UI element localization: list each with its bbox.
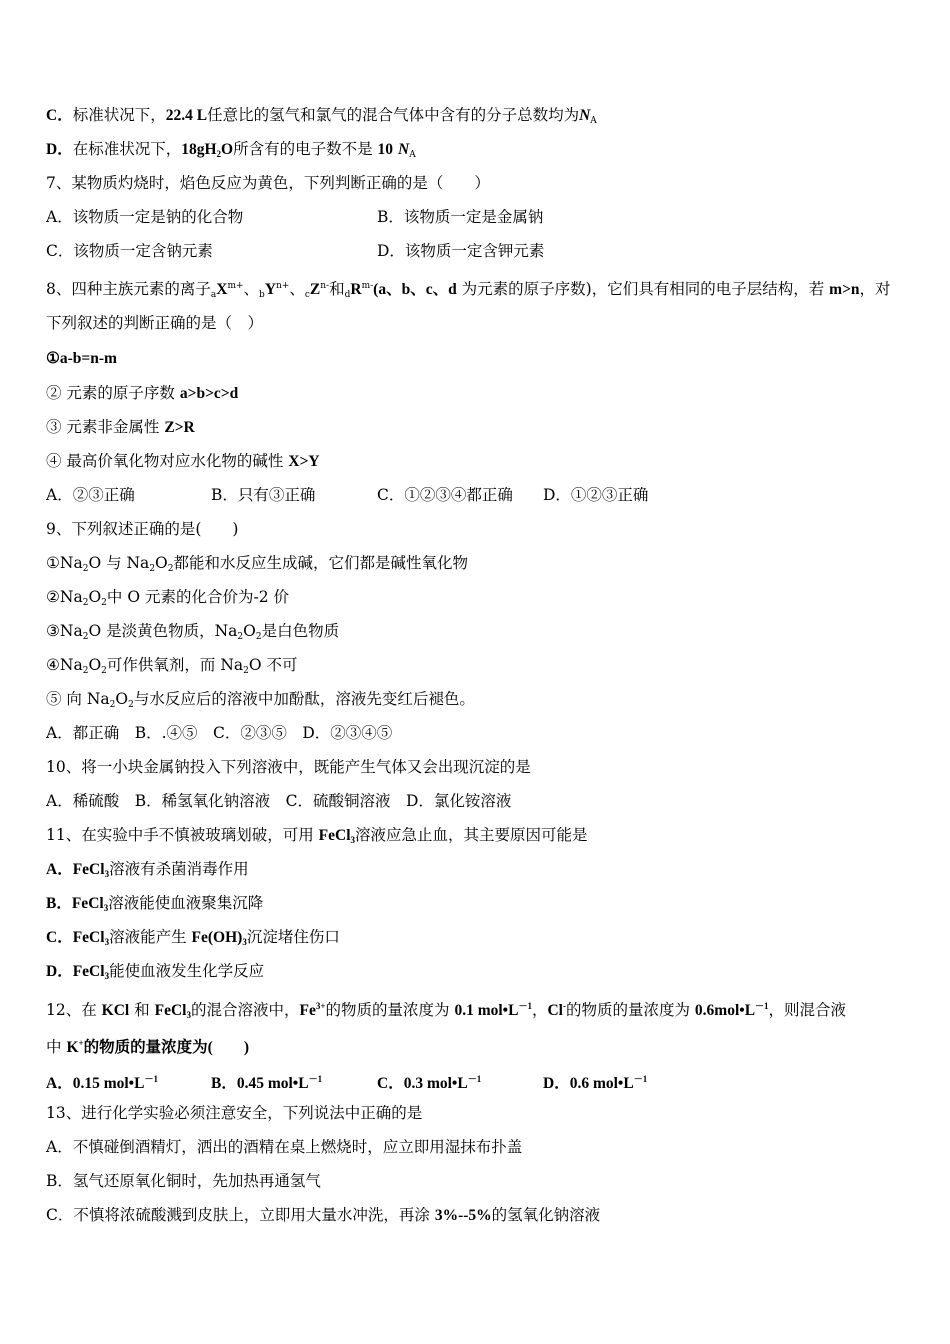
q13-stem: 13、进行化学实验必须注意安全，下列说法中正确的是 <box>46 1104 423 1122</box>
q13-option-a: A．不慎碰倒酒精灯，洒出的酒精在桌上燃烧时，应立即用湿抹布扑盖 <box>46 1138 523 1156</box>
q8-item-3: ③ 元素非金属性 Z>R <box>46 418 195 436</box>
q8-stem-line1: 8、四种主族元素的离子$_aX^{m+}$、$_bY^{n+}$、$_cZ^{n-}$和$_dR^{m-}(a$、b、c、d 为元素的原子序数)，它们具有相同的电子层结构，若 m>n，对 <box>46 280 891 300</box>
q11-option-d: D．FeCl$_3$能使血液发生化学反应 <box>46 962 265 981</box>
q11-stem: 11、在实验中手不慎被玻璃划破，可用 FeCl$_3$溶液应急止血，其主要原因可能是 <box>46 826 588 845</box>
q9-item-2: $②Na_2O_2$中 O 元素的化合价为-2 价 <box>46 588 289 608</box>
q12-option-c: C．0.3 $mol•L^{-1}$ <box>377 1074 482 1092</box>
q8-item-2: ② 元素的原子序数 a>b>c>d <box>46 384 239 402</box>
q7-option-c: C．该物质一定含钠元素 <box>46 242 213 260</box>
q9-item-5: ⑤ 向 $Na_2O_2$与水反应后的溶液中加酚酞，溶液先变红后褪色。 <box>46 690 475 710</box>
q7-option-b: B．该物质一定是金属钠 <box>377 208 544 226</box>
q8-option-d: D．①②③正确 <box>543 486 649 504</box>
q8-option-a: A．②③正确 <box>46 486 135 504</box>
q7-options-row1 <box>46 200 916 234</box>
q6-option-d: D．在标准状况下，$18gH_2O$所含有的电子数不是 10 $N_A$ <box>46 140 416 160</box>
q8-option-c: C．①②③④都正确 <box>377 486 513 504</box>
q9-item-3: $③Na_2O$ 是淡黄色物质，$Na_2O_2$是白色物质 <box>46 622 340 642</box>
q7-option-a: A．该物质一定是钠的化合物 <box>46 208 244 226</box>
q10-options: A．稀硫酸 B．稀氢氧化钠溶液 C．硫酸铜溶液 D．氯化铵溶液 <box>46 792 512 810</box>
q12-stem-line1: 12、在 KCl 和 FeCl$_3$的混合溶液中，$Fe^{3+}$的物质的量浓度为 0.1 $mol•L^{-1}$，Cl-的物质的量浓度为 $0.6mol•L^{-1}$，则混合液 <box>46 1001 847 1020</box>
q11-option-a: A．FeCl$_3$溶液有杀菌消毒作用 <box>46 860 249 879</box>
q12-option-a: A．0.15 $mol•L^{-1}$ <box>46 1074 158 1092</box>
q13-option-c: C．不慎将浓硫酸溅到皮肤上，立即用大量水冲洗，再涂 3%--5%的氢氧化钠溶液 <box>46 1206 601 1224</box>
q11-option-c: C．FeCl$_3$溶液能产生 $Fe(OH)_3$沉淀堵住伤口 <box>46 928 340 947</box>
q12-stem-line2: 中 K+的物质的量浓度为( ) <box>46 1038 249 1056</box>
q8-item-4: ④ 最高价氧化物对应水化物的碱性 X>Y <box>46 452 320 470</box>
q12-option-b: B．0.45 $mol•L^{-1}$ <box>211 1074 323 1092</box>
q7-stem: 7、某物质灼烧时，焰色反应为黄色，下列判断正确的是（ ） <box>46 174 490 192</box>
q9-stem: 9、下列叙述正确的是( ) <box>46 520 239 538</box>
q8-item-1: ①a-b=n-m <box>46 350 117 367</box>
q8-options <box>46 478 916 512</box>
q7-options-row2 <box>46 234 916 268</box>
q10-stem: 10、将一小块金属钠投入下列溶液中，既能产生气体又会出现沉淀的是 <box>46 758 531 776</box>
exam-page <box>46 98 916 1232</box>
q12-option-d: D．0.6 $mol•L^{-1}$ <box>543 1074 648 1092</box>
q9-item-4: $④Na_2O_2$可作供氧剂，而 $Na_2O$ 不可 <box>46 656 298 676</box>
q13-option-b: B．氢气还原氧化铜时，先加热再通氢气 <box>46 1172 321 1190</box>
q12-options <box>46 1062 916 1096</box>
q8-stem-line2: 下列叙述的判断正确的是（ ） <box>46 314 264 332</box>
q8-option-b: B．只有③正确 <box>211 486 316 504</box>
q6-option-c: C．标准状况下，22.4 L任意比的氢气和氯气的混合气体中含有的分子总数均为$N_A$ <box>46 106 597 126</box>
q11-option-b: B．FeCl$_3$溶液能使血液聚集沉降 <box>46 894 264 913</box>
q9-item-1: $①Na_2O$ 与 $Na_2O_2$都能和水反应生成碱，它们都是碱性氧化物 <box>46 554 469 574</box>
q9-options: A．都正确 B．.④⑤ C．②③⑤ D．②③④⑤ <box>46 724 393 742</box>
q7-option-d: D．该物质一定含钾元素 <box>377 242 545 260</box>
